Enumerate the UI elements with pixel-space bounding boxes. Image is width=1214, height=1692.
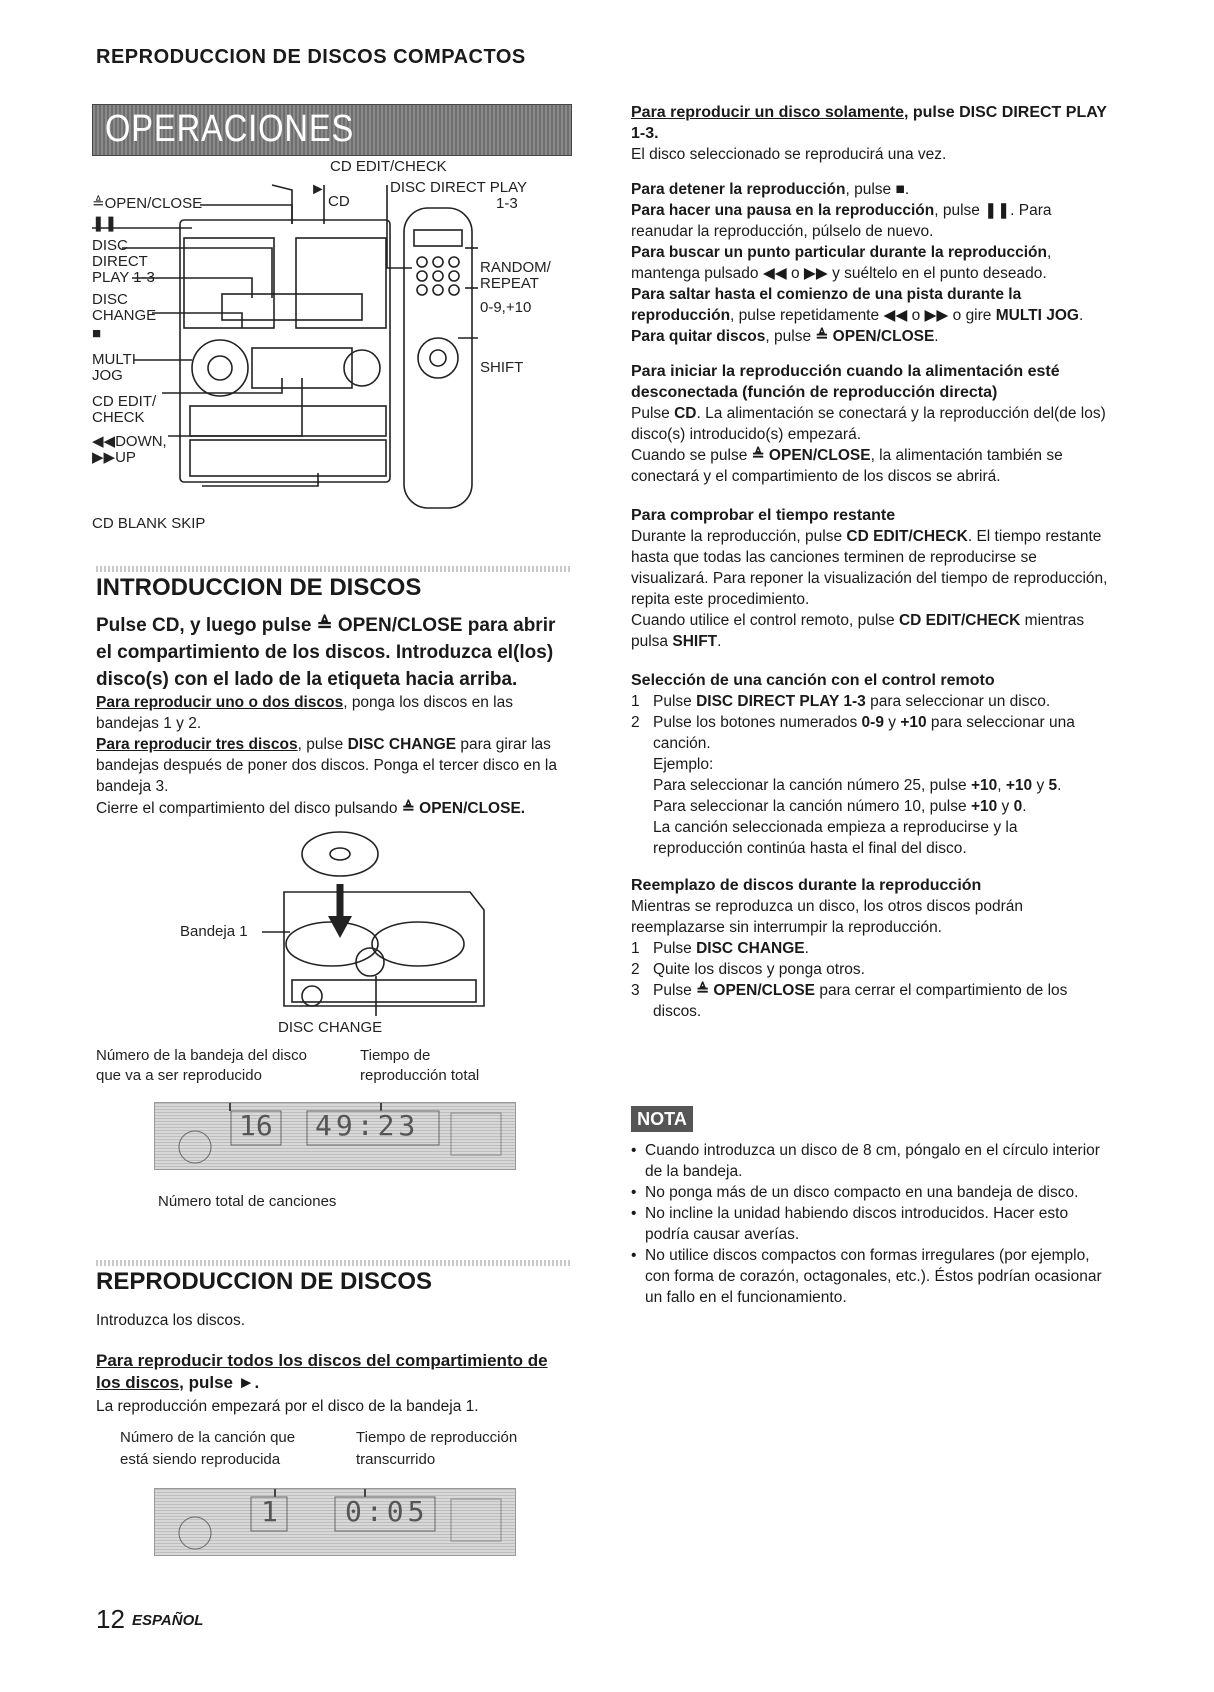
sel-example-3: La canción seleccionada empieza a reproducirse y la reproducción continúa hasta el final del disco.	[653, 819, 1018, 857]
time-text-2	[631, 610, 1111, 652]
r-remove	[631, 326, 1111, 347]
ex1g: .	[1057, 777, 1062, 794]
rep-3c: para cerrar el compartimiento de los discos.	[653, 982, 1068, 1020]
unit-outline	[284, 892, 484, 1006]
label-stop: ■	[92, 325, 102, 342]
label-disc-direct-2: DIRECT	[92, 253, 148, 270]
multi-jog-knob	[192, 340, 248, 396]
sel-2b: 0-9	[861, 714, 884, 731]
r-search-bold: Para buscar un punto particular durante la reproducción	[631, 244, 1047, 261]
sel-1a: Pulse	[653, 693, 697, 710]
sel-step-2-number: 2	[631, 714, 640, 731]
sel-2e: para seleccionar una canción.	[653, 714, 1075, 752]
sel-steps	[631, 691, 1111, 859]
rep-step-3	[631, 980, 1111, 1022]
rep-steps	[631, 938, 1111, 1022]
r-remove-bold-2: ≜ OPEN/CLOSE	[815, 328, 935, 345]
intro-text-2b: para girar las bandejas después de poner dos discos. Ponga el tercer disco en la bandeja 3.	[96, 736, 557, 795]
disp2-label-right-1: Tiempo de reproducción	[356, 1429, 518, 1446]
note-item: • Cuando introduzca un disco de 8 cm, póngalo en el círculo interior de la bandeja.	[631, 1140, 1111, 1182]
label-disc-direct-play: DISC DIRECT PLAY	[390, 179, 527, 196]
time-t1a: Durante la reproducción, pulse	[631, 528, 847, 545]
disp2-label-right-2: transcurrido	[356, 1451, 436, 1468]
intro-bold-2: DISC CHANGE	[347, 736, 457, 753]
ex2d: 0	[1013, 798, 1023, 815]
intro-link-one-two: Para reproducir uno o dos discos	[96, 694, 344, 711]
disp1-label-left-1: Número de la bandeja del disco	[96, 1047, 307, 1064]
cd-disc-drawing	[302, 832, 378, 876]
label-multi: MULTI	[92, 351, 136, 368]
rep-1c: .	[804, 940, 809, 957]
time-t2e: .	[717, 633, 722, 650]
sel-2a: Pulse los botones numerados	[653, 714, 862, 731]
intro-subtitle: Pulse CD, y luego pulse ≜ OPEN/CLOSE para abrir el compartimiento de los discos. Introduzca el(los) disco(s) con el lado de la etiqueta hacia arriba.	[96, 615, 556, 690]
ex2e: .	[1022, 798, 1027, 815]
r1-bold: , pulse DISC DIRECT PLAY 1-3.	[631, 104, 1107, 142]
r-search-text: , mantenga pulsado ◀◀ o ▶▶ y suéltelo en el punto deseado.	[631, 244, 1052, 282]
label-up: ▶▶UP	[92, 449, 136, 466]
rep-step-2	[631, 959, 1111, 980]
time-text-1	[631, 526, 1111, 610]
figure-device-remote	[92, 158, 572, 538]
rep-step-2-number: 2	[631, 961, 640, 978]
label-disc-change-1: DISC	[92, 291, 128, 308]
ex2c: y	[997, 798, 1014, 815]
label-disc-direct-range: 1-3	[496, 195, 518, 212]
tray-1	[286, 922, 378, 966]
disp2-label-left-1: Número de la canción que	[120, 1429, 296, 1446]
direct-title: Para iniciar la reproducción cuando la alimentación esté desconectada (función de reproducción directa)	[631, 363, 1060, 401]
r1-link: Para reproducir un disco solamente	[631, 104, 904, 121]
time-t2d: SHIFT	[672, 633, 718, 650]
ex2b: +10	[970, 798, 998, 815]
label-numbers: 0-9,+10	[480, 299, 532, 316]
repro-all-discs	[96, 1350, 570, 1394]
notes-list	[631, 1140, 1111, 1308]
note-item: • No incline la unidad habiendo discos introducidos. Hacer esto podría causar averías.	[631, 1203, 1111, 1245]
section-divider-2	[96, 1260, 570, 1266]
time-t2c: mientras pulsa	[631, 612, 1085, 650]
label-cd-edit-check: CD EDIT/CHECK	[330, 158, 447, 175]
label-cd-blank-skip: CD BLANK SKIP	[92, 515, 206, 532]
right-speaker	[296, 238, 386, 328]
lcd-total-time: 49:23	[315, 1109, 420, 1142]
label-bandeja-1: Bandeja 1	[180, 923, 248, 940]
label-disc-change: DISC CHANGE	[278, 1019, 383, 1036]
direct-t1c: . La alimentación se conectará y la reproducción del(de los) disco(s) introducido(s) empezará.	[631, 405, 1106, 443]
ex1b: +10	[970, 777, 998, 794]
time-title: Para comprobar el tiempo restante	[631, 507, 896, 524]
right-column	[631, 102, 1111, 1022]
r-pause-text: , pulse ❚❚. Para reanudar la reproducción, púlselo de nuevo.	[631, 202, 1052, 240]
r-remove-bold: Para quitar discos	[631, 328, 766, 345]
banner-title: OPERACIONES BASICAS	[105, 108, 355, 193]
sel-1b: DISC DIRECT PLAY 1-3	[696, 693, 866, 710]
repro-start-text: La reproducción empezará por el disco de la bandeja 1.	[96, 1398, 479, 1415]
direct-t1b: CD	[674, 405, 697, 422]
disp1-label-right-1: Tiempo de	[360, 1047, 431, 1064]
rep-text: Mientras se reproduzca un disco, los otros discos podrán reemplazarse sin interrumpir la reproducción.	[631, 898, 1024, 936]
rep-3b: ≜ OPEN/CLOSE	[696, 982, 816, 999]
ex1f: 5	[1048, 777, 1058, 794]
remote-dpad	[418, 338, 458, 378]
rep-step-3-number: 3	[631, 982, 640, 999]
label-random: RANDOM/	[480, 259, 551, 276]
time-t2b: CD EDIT/CHECK	[898, 612, 1021, 629]
direct-t2b: ≜ OPEN/CLOSE	[751, 447, 871, 464]
ex1d: +10	[1005, 777, 1033, 794]
label-disc-direct-3: PLAY 1-3	[92, 269, 155, 286]
label-play: ►	[310, 181, 326, 198]
label-jog: JOG	[92, 367, 123, 384]
direct-text-2	[631, 445, 1111, 487]
sel-step-1	[631, 691, 1111, 712]
device-remote-drawing	[92, 168, 572, 538]
sel-title: Selección de una canción con el control remoto	[631, 672, 995, 689]
r-stop-bold: Para detener la reproducción	[631, 181, 846, 198]
r-pause-bold: Para hacer una pausa en la reproducción	[631, 202, 935, 219]
disp2-label-left-2: está siendo reproducida	[120, 1451, 281, 1468]
label-disc-change-2: CHANGE	[92, 307, 157, 324]
sel-step-1-number: 1	[631, 693, 640, 710]
label-cd: CD	[328, 193, 350, 210]
rep-1a: Pulse	[653, 940, 697, 957]
repro-all-tail: , pulse ►.	[179, 1373, 260, 1392]
ex1e: y	[1032, 777, 1049, 794]
note-item: • No utilice discos compactos con formas irregulares (por ejemplo, con forma de corazón, octagonales, etc.). Éstos podrían ocasionar un fallo en el funcionamiento.	[631, 1245, 1111, 1308]
time-t1c: . El tiempo restante hasta que todas las canciones terminen de reproducirse se visualizará. Para reponer la visualización del tiempo de reproducción, repita este procedimiento.	[631, 528, 1108, 608]
rep-step-1-number: 1	[631, 940, 640, 957]
direct-t1a: Pulse	[631, 405, 675, 422]
label-pause: ❚❚	[92, 215, 118, 232]
r-pause	[631, 200, 1111, 242]
direct-text-1	[631, 403, 1111, 445]
nota-badge: NOTA	[631, 1106, 693, 1132]
section-divider	[96, 566, 570, 572]
direct-t2a: Cuando se pulse	[631, 447, 752, 464]
lcd-elapsed-time: 0:05	[345, 1495, 429, 1528]
page-language: ESPAÑOL	[132, 1612, 204, 1629]
remote-control-outline	[404, 208, 472, 508]
r1-heading	[631, 102, 1111, 144]
r-search	[631, 242, 1111, 284]
intro-title: INTRODUCCION DE DISCOS	[96, 574, 422, 601]
label-shift: SHIFT	[480, 359, 524, 376]
r1-text: El disco seleccionado se reproducirá una vez.	[631, 146, 947, 163]
intro-link-three: Para reproducir tres discos	[96, 736, 298, 753]
repro-intro-text: Introduzca los discos.	[96, 1312, 246, 1329]
r-remove-text: , pulse	[765, 328, 816, 345]
tray-2	[372, 922, 464, 966]
label-down: ◀◀DOWN,	[92, 433, 167, 450]
label-open-close: ≜OPEN/CLOSE	[92, 195, 203, 212]
label-cd-edit-2: CHECK	[92, 409, 145, 426]
note-item: • No ponga más de un disco compacto en una bandeja de disco.	[631, 1182, 1111, 1203]
figure-disc-tray	[180, 826, 500, 1036]
disp1-label-right-2: reproducción total	[360, 1067, 480, 1084]
sel-example-1	[653, 775, 1111, 796]
intro-bold-3: ≜ OPEN/CLOSE.	[401, 800, 526, 817]
intro-paragraph-3	[96, 798, 570, 819]
sel-example-2	[653, 796, 1111, 817]
r-skip-text-2: .	[1078, 307, 1084, 324]
disp1-bottom-label: Número total de canciones	[158, 1193, 337, 1210]
rep-step-1	[631, 938, 1111, 959]
cd-tray-panel	[222, 294, 362, 320]
repro-all-link: Para reproducir todos los discos del compartimiento de los discos	[96, 1351, 548, 1392]
sel-step-2	[631, 712, 1111, 859]
rep-1b: DISC CHANGE	[696, 940, 805, 957]
r-skip-bold-2: MULTI JOG	[995, 307, 1079, 324]
sel-example-label: Ejemplo:	[653, 756, 714, 773]
ex1c: ,	[997, 777, 1006, 794]
repro-title: REPRODUCCION DE DISCOS	[96, 1268, 433, 1295]
label-cd-edit-1: CD EDIT/	[92, 393, 157, 410]
direct-t2c: , la alimentación también se conectará y el compartimiento de los discos se abrirá.	[631, 447, 1063, 485]
label-disc-direct-1: DISC	[92, 237, 128, 254]
ex1a: Para seleccionar la canción número 25, pulse	[653, 777, 971, 794]
lcd-display-total	[154, 1102, 516, 1170]
disp1-label-left-2: que va a ser reproducido	[96, 1067, 262, 1084]
intro-paragraph-1	[96, 692, 570, 734]
rep-title: Reemplazo de discos durante la reproducción	[631, 877, 982, 894]
left-speaker	[184, 238, 274, 328]
sel-2c: y	[883, 714, 901, 731]
cassette-deck	[190, 406, 386, 436]
sel-1c: para seleccionar un disco.	[865, 693, 1051, 710]
r-skip	[631, 284, 1111, 326]
r-skip-bold: Para saltar hasta el comienzo de una pista durante la reproducción	[631, 286, 1022, 324]
lcd-track-count: 16	[239, 1109, 273, 1142]
r-stop	[631, 179, 1111, 200]
page-number: 12	[96, 1604, 125, 1634]
intro-text-2a: , pulse	[297, 736, 348, 753]
time-t1b: CD EDIT/CHECK	[846, 528, 968, 545]
rep-3a: Pulse	[653, 982, 697, 999]
r-remove-text-2: .	[934, 328, 939, 345]
r-stop-text: , pulse ■.	[845, 181, 910, 198]
sel-2d: +10	[900, 714, 927, 731]
label-repeat: REPEAT	[480, 275, 539, 292]
lcd-display-playing	[154, 1488, 516, 1556]
ex2a: Para seleccionar la canción número 10, pulse	[653, 798, 971, 815]
time-t2a: Cuando utilice el control remoto, pulse	[631, 612, 899, 629]
intro-paragraph-2	[96, 734, 570, 797]
lcd-current-track: 1	[261, 1495, 278, 1528]
intro-text-3: Cierre el compartimiento del disco pulsando	[96, 800, 402, 817]
r-skip-text: , pulse repetidamente ◀◀ o ▶▶ o gire	[730, 307, 996, 324]
intro-text-1: , ponga los discos en las bandejas 1 y 2.	[96, 694, 513, 732]
rep-2: Quite los discos y ponga otros.	[653, 961, 865, 978]
page-header-title: REPRODUCCION DE DISCOS COMPACTOS	[96, 46, 526, 68]
